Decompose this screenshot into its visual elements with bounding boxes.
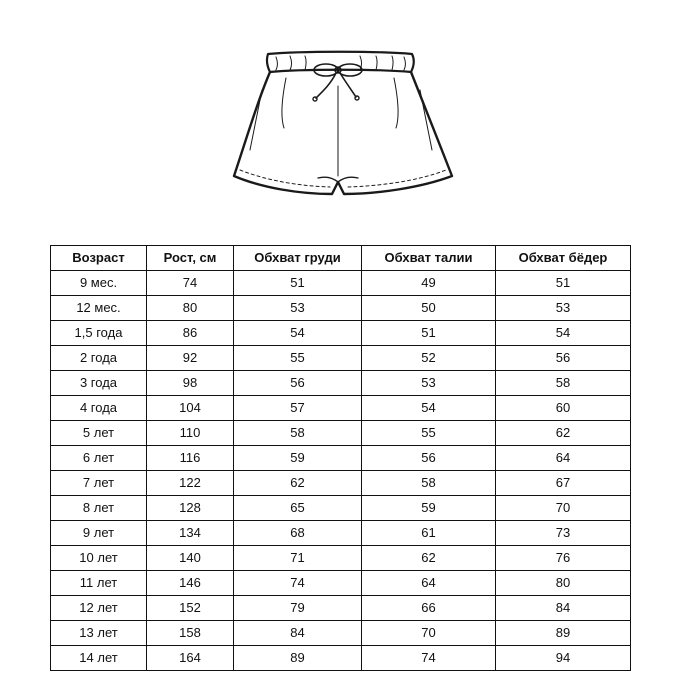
table-cell: 14 лет bbox=[51, 646, 147, 671]
table-cell: 55 bbox=[362, 421, 496, 446]
table-cell: 104 bbox=[147, 396, 234, 421]
table-cell: 52 bbox=[362, 346, 496, 371]
table-cell: 158 bbox=[147, 621, 234, 646]
column-header: Обхват бёдер bbox=[496, 246, 631, 271]
table-cell: 60 bbox=[496, 396, 631, 421]
table-row bbox=[51, 371, 631, 396]
table-cell: 64 bbox=[362, 571, 496, 596]
table-cell: 11 лет bbox=[51, 571, 147, 596]
table-row bbox=[51, 496, 631, 521]
table-row bbox=[51, 571, 631, 596]
table-cell: 134 bbox=[147, 521, 234, 546]
table-cell: 71 bbox=[234, 546, 362, 571]
table-cell: 65 bbox=[234, 496, 362, 521]
table-cell: 70 bbox=[496, 496, 631, 521]
table-cell: 51 bbox=[362, 321, 496, 346]
table-cell: 5 лет bbox=[51, 421, 147, 446]
table-cell: 61 bbox=[362, 521, 496, 546]
table-cell: 146 bbox=[147, 571, 234, 596]
table-cell: 116 bbox=[147, 446, 234, 471]
table-cell: 55 bbox=[234, 346, 362, 371]
table-cell: 84 bbox=[234, 621, 362, 646]
table-cell: 10 лет bbox=[51, 546, 147, 571]
column-header: Обхват талии bbox=[362, 246, 496, 271]
table-cell: 56 bbox=[234, 371, 362, 396]
table-cell: 2 года bbox=[51, 346, 147, 371]
table-cell: 73 bbox=[496, 521, 631, 546]
table-cell: 76 bbox=[496, 546, 631, 571]
table-header-row bbox=[51, 246, 631, 271]
table-cell: 89 bbox=[496, 621, 631, 646]
table-cell: 57 bbox=[234, 396, 362, 421]
table-row bbox=[51, 446, 631, 471]
table-cell: 74 bbox=[147, 271, 234, 296]
table-cell: 54 bbox=[234, 321, 362, 346]
table-cell: 70 bbox=[362, 621, 496, 646]
table-row bbox=[51, 646, 631, 671]
table-row bbox=[51, 546, 631, 571]
table-cell: 140 bbox=[147, 546, 234, 571]
table-row bbox=[51, 421, 631, 446]
table-cell: 94 bbox=[496, 646, 631, 671]
table-row bbox=[51, 346, 631, 371]
table-cell: 3 года bbox=[51, 371, 147, 396]
table-cell: 13 лет bbox=[51, 621, 147, 646]
table-body bbox=[51, 271, 631, 671]
table-row bbox=[51, 296, 631, 321]
column-header: Обхват груди bbox=[234, 246, 362, 271]
table-cell: 53 bbox=[362, 371, 496, 396]
table-cell: 4 года bbox=[51, 396, 147, 421]
table-cell: 54 bbox=[496, 321, 631, 346]
table-cell: 62 bbox=[496, 421, 631, 446]
table-cell: 6 лет bbox=[51, 446, 147, 471]
table-cell: 53 bbox=[496, 296, 631, 321]
table-cell: 110 bbox=[147, 421, 234, 446]
table-cell: 58 bbox=[362, 471, 496, 496]
table-cell: 67 bbox=[496, 471, 631, 496]
table-cell: 49 bbox=[362, 271, 496, 296]
table-row bbox=[51, 396, 631, 421]
table-cell: 1,5 года bbox=[51, 321, 147, 346]
table-cell: 9 лет bbox=[51, 521, 147, 546]
table-cell: 128 bbox=[147, 496, 234, 521]
table-cell: 9 мес. bbox=[51, 271, 147, 296]
table-cell: 86 bbox=[147, 321, 234, 346]
table-cell: 56 bbox=[362, 446, 496, 471]
table-cell: 58 bbox=[234, 421, 362, 446]
table-cell: 8 лет bbox=[51, 496, 147, 521]
table-cell: 59 bbox=[234, 446, 362, 471]
column-header: Возраст bbox=[51, 246, 147, 271]
table-cell: 12 лет bbox=[51, 596, 147, 621]
table-row bbox=[51, 596, 631, 621]
table-cell: 89 bbox=[234, 646, 362, 671]
table-cell: 84 bbox=[496, 596, 631, 621]
table-cell: 53 bbox=[234, 296, 362, 321]
table-cell: 56 bbox=[496, 346, 631, 371]
table-cell: 80 bbox=[496, 571, 631, 596]
table-cell: 58 bbox=[496, 371, 631, 396]
table-cell: 51 bbox=[234, 271, 362, 296]
table-row bbox=[51, 321, 631, 346]
table-row bbox=[51, 271, 631, 296]
table-cell: 62 bbox=[362, 546, 496, 571]
table-cell: 64 bbox=[496, 446, 631, 471]
column-header: Рост, см bbox=[147, 246, 234, 271]
table-cell: 51 bbox=[496, 271, 631, 296]
table-cell: 79 bbox=[234, 596, 362, 621]
table-cell: 92 bbox=[147, 346, 234, 371]
table-row bbox=[51, 621, 631, 646]
shorts-icon bbox=[0, 0, 680, 240]
table-cell: 54 bbox=[362, 396, 496, 421]
table-cell: 164 bbox=[147, 646, 234, 671]
table-cell: 74 bbox=[234, 571, 362, 596]
table-cell: 66 bbox=[362, 596, 496, 621]
table-cell: 12 мес. bbox=[51, 296, 147, 321]
table-cell: 98 bbox=[147, 371, 234, 396]
table-row bbox=[51, 521, 631, 546]
table-cell: 152 bbox=[147, 596, 234, 621]
table-row bbox=[51, 471, 631, 496]
table-cell: 59 bbox=[362, 496, 496, 521]
table-cell: 62 bbox=[234, 471, 362, 496]
table-cell: 50 bbox=[362, 296, 496, 321]
size-chart-table bbox=[50, 245, 631, 671]
table-cell: 7 лет bbox=[51, 471, 147, 496]
table-cell: 68 bbox=[234, 521, 362, 546]
table-cell: 80 bbox=[147, 296, 234, 321]
table-cell: 122 bbox=[147, 471, 234, 496]
table-cell: 74 bbox=[362, 646, 496, 671]
